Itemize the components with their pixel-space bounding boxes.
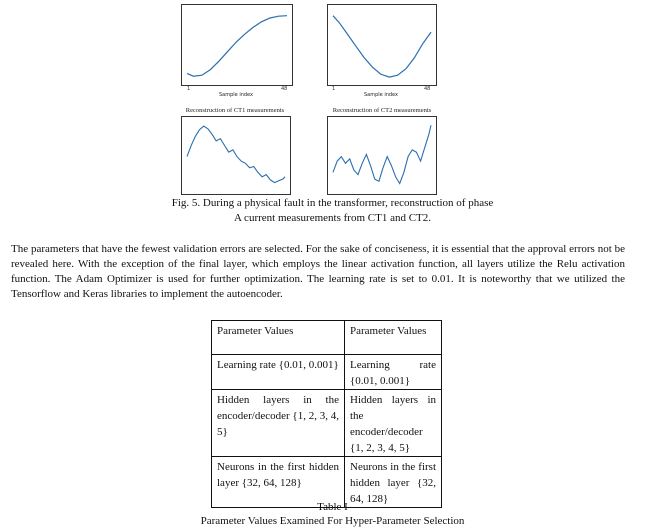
table-header-cell: Parameter Values <box>212 321 345 355</box>
table-header-row <box>212 321 442 355</box>
series-line <box>333 125 431 183</box>
x-tick-start: 1 <box>187 86 191 92</box>
body-paragraph: The parameters that have the fewest validation errors are selected. For the sake of conciseness, it is essential that the approval errors not be revealed here. With the exception of the final layer, which employs the linear activation function, all layers utilize the Relu activation function. The Adam Optimizer is used for further optimization. The learning rate is set to 0.01. It is noteworthy that we utilized the Tensorflow and Keras libraries to implement the autoencoder. <box>11 243 625 300</box>
x-tick-end: 48 <box>281 86 288 92</box>
plot-top-right-svg <box>328 5 436 85</box>
table-cell: Hidden layers in the encoder/decoder {1, 2, 3, 4, 5} <box>345 390 442 457</box>
series-line <box>187 16 287 76</box>
table-cell: Learning rate {0.01, 0.001} <box>212 355 345 390</box>
series-line <box>187 126 285 183</box>
plot-bottom-right <box>327 116 437 195</box>
plot-top-right <box>327 4 437 86</box>
hyperparameter-table <box>211 320 442 508</box>
table-cell: Hidden layers in the encoder/decoder {1, 2, 3, 4, 5} <box>212 390 345 457</box>
plot-top-left-svg <box>182 5 292 85</box>
table-row <box>212 355 442 390</box>
table-label: Table I <box>317 501 348 513</box>
x-tick-start: 1 <box>332 86 336 92</box>
table-cell: Neurons in the first hidden layer {32, 64, 128} <box>345 457 442 508</box>
table-cell: Learning rate {0.01, 0.001} <box>345 355 442 390</box>
series-line <box>333 16 431 77</box>
x-axis-label: Sample index <box>218 92 254 98</box>
table-row <box>212 390 442 457</box>
plot-title-ct1: Reconstruction of CT1 measurements <box>185 107 285 114</box>
plot-bottom-right-svg <box>328 117 436 194</box>
table-header-cell: Parameter Values <box>345 321 442 355</box>
x-tick-end: 48 <box>424 86 431 92</box>
x-axis-label: Sample index <box>363 92 399 98</box>
figure-caption-line1: Fig. 5. During a physical fault in the transformer, reconstruction of phase <box>171 197 494 209</box>
plot-bottom-left <box>181 116 291 195</box>
plot-bottom-left-svg <box>182 117 290 194</box>
plot-title-ct2: Reconstruction of CT2 measurements <box>332 107 432 114</box>
plot-top-left <box>181 4 293 86</box>
figure-caption-line2: A current measurements from CT1 and CT2. <box>233 212 432 224</box>
table-caption: Parameter Values Examined For Hyper-Parameter Selection <box>200 515 465 527</box>
table-cell: Neurons in the first hidden layer {32, 64, 128} <box>212 457 345 508</box>
